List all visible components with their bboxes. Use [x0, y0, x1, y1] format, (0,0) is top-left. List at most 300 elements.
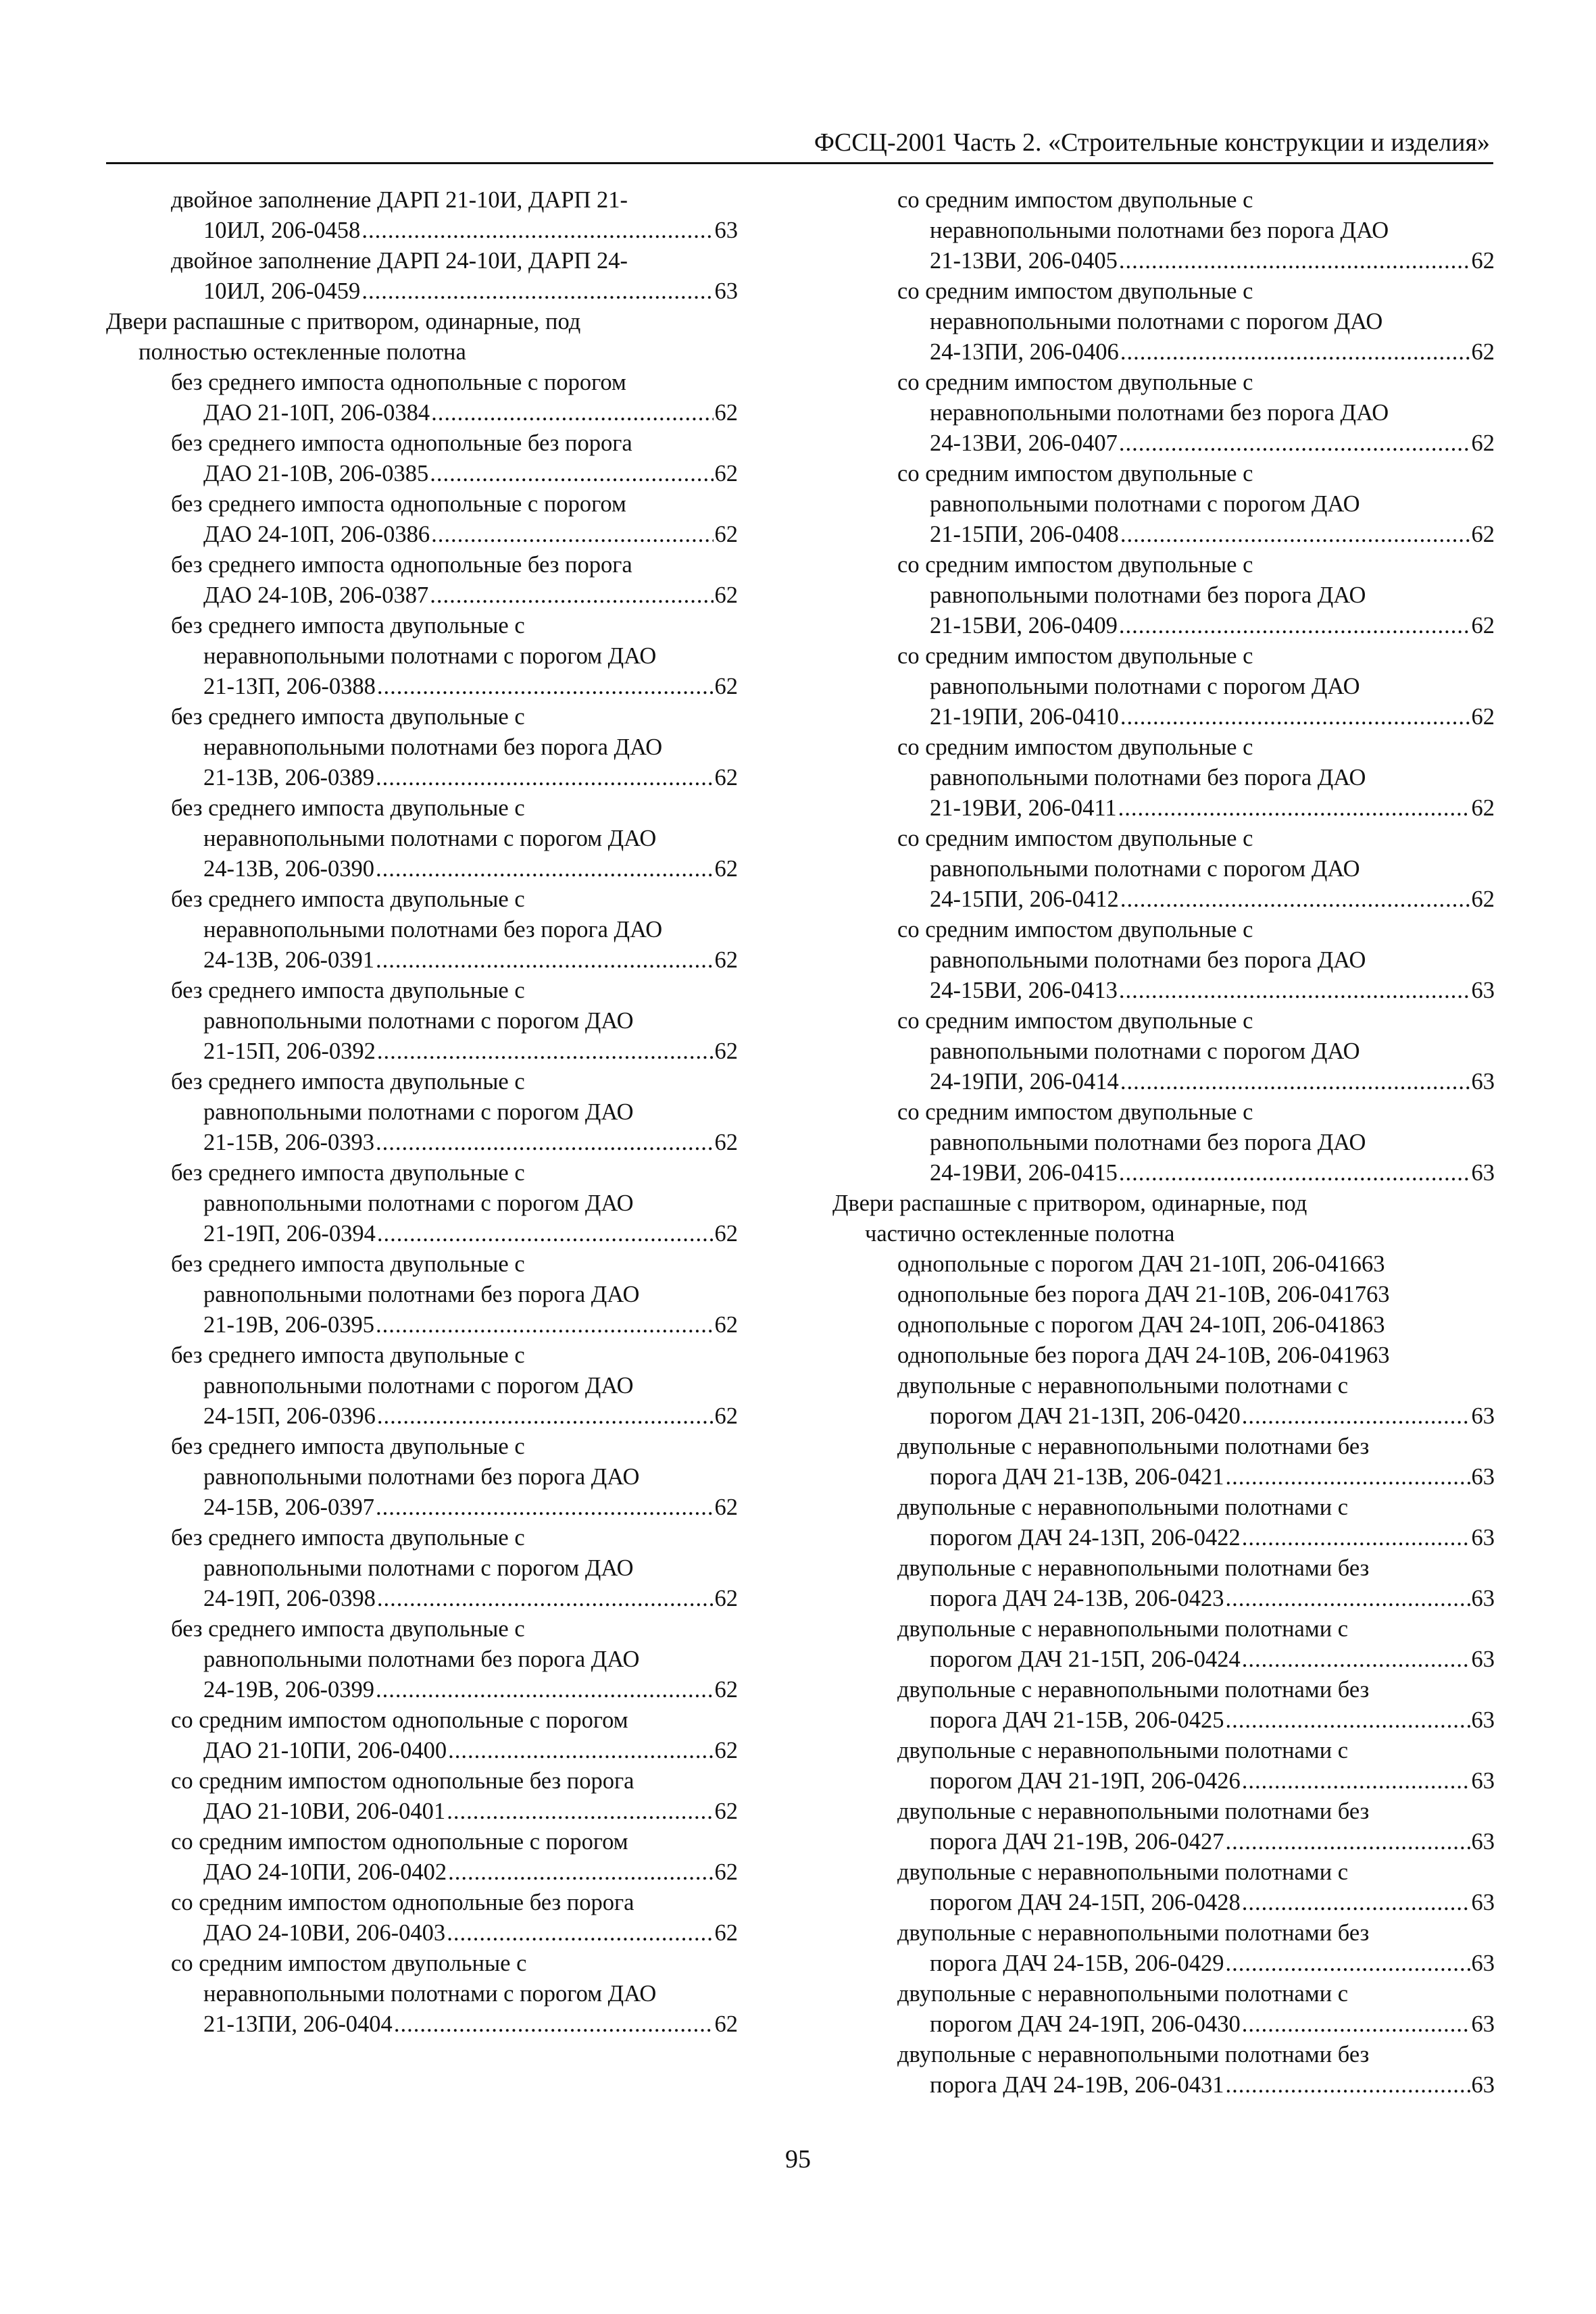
index-entry	[832, 915, 1495, 1006]
dot-leader	[376, 854, 714, 884]
index-page-ref: 62	[714, 1221, 738, 1247]
index-page-ref: 62	[1471, 522, 1495, 547]
index-entry-last-line	[897, 2070, 1495, 2101]
index-heading-line: частично остекленные полотна	[865, 1221, 1175, 1247]
dot-leader	[1119, 428, 1470, 459]
index-entry	[106, 884, 738, 976]
index-entry-line: равнопольными полотнами с порогом ДАО	[930, 856, 1360, 882]
index-entry	[106, 976, 738, 1067]
index-entry-code: 21-15В, 206-0393	[203, 1130, 374, 1155]
index-page-ref: 62	[1471, 795, 1495, 821]
index-entry-line: двупольные с неравнопольными полотнами без	[897, 1677, 1370, 1703]
index-entry-line: двупольные с неравнопольными полотнами без	[897, 2042, 1370, 2067]
dot-leader	[377, 1584, 714, 1614]
index-entry-code: 24-15В, 206-0397	[203, 1494, 374, 1520]
index-page-ref: 63	[1471, 1069, 1495, 1095]
index-entry-last-line	[897, 1523, 1495, 1553]
index-entry-line: равнопольными полотнами без порога ДАО	[203, 1464, 640, 1490]
index-entry-last-line	[897, 428, 1495, 459]
dot-leader	[1120, 884, 1470, 915]
dot-leader	[376, 1492, 714, 1523]
dot-leader	[361, 216, 713, 246]
index-column-right	[832, 185, 1495, 2101]
index-entry-line: двупольные с неравнопольными полотнами без	[897, 1434, 1370, 1459]
index-entry-line: со средним импостом двупольные с	[897, 187, 1253, 213]
dot-leader	[377, 1036, 714, 1067]
index-page-ref: 63	[1471, 978, 1495, 1003]
index-entry-code: порога ДАЧ 21-19В, 206-0427	[930, 1829, 1224, 1855]
index-entry-code: 21-19ПИ, 206-0410	[930, 704, 1119, 730]
index-page-ref: 62	[714, 947, 738, 973]
index-entry-code: порогом ДАЧ 24-19П, 206-0430	[930, 2011, 1241, 2037]
index-entry-last-line	[897, 1644, 1495, 1675]
index-entry-line: двупольные с неравнопольными полотнами без	[897, 1920, 1370, 1946]
index-entry-last-line	[171, 945, 738, 976]
index-entry-last-line	[171, 854, 738, 884]
index-entry	[106, 1614, 738, 1705]
dot-leader	[1242, 2009, 1470, 2040]
index-entry-line: со средним импостом двупольные с	[897, 461, 1253, 486]
index-entry-line: со средним импостом двупольные с	[897, 370, 1253, 395]
index-entry	[106, 550, 738, 611]
index-entry	[832, 824, 1495, 915]
index-entry-line: со средним импостом двупольные с	[897, 826, 1253, 851]
index-page-ref: 63	[1471, 1707, 1495, 1733]
index-entry-line: равнопольными полотнами с порогом ДАО	[930, 491, 1360, 517]
index-page-ref: 62	[1471, 430, 1495, 456]
index-page-ref: 63	[1471, 2011, 1495, 2037]
index-entry-code: 24-13ВИ, 206-0407	[930, 430, 1118, 456]
dot-leader	[431, 398, 713, 428]
index-entry-last-line	[897, 1067, 1495, 1097]
dot-leader	[377, 1401, 714, 1432]
index-entry-line: однопольные без порога ДАЧ 21-10В, 206-041763	[897, 1282, 1390, 1307]
index-entry	[832, 185, 1495, 276]
dot-leader	[1242, 1888, 1470, 1918]
index-entry	[106, 246, 738, 307]
index-entry-last-line	[171, 1036, 738, 1067]
index-entry	[106, 1523, 738, 1614]
index-page-ref: 63	[1471, 1464, 1495, 1490]
index-entry-last-line	[171, 216, 738, 246]
index-entry-line: без среднего импоста однопольные без порога	[171, 552, 632, 578]
dot-leader	[448, 1857, 713, 1888]
index-entry-last-line	[897, 1827, 1495, 1857]
index-page-ref: 62	[714, 1038, 738, 1064]
index-entry	[832, 1979, 1495, 2040]
index-entry	[106, 185, 738, 246]
index-entry-line: без среднего импоста двупольные с	[171, 1434, 525, 1459]
dot-leader	[377, 1219, 714, 1249]
index-entry	[832, 1736, 1495, 1796]
index-entry-last-line	[897, 1948, 1495, 1979]
index-page-ref: 62	[714, 1586, 738, 1611]
index-entry-code: 24-19П, 206-0398	[203, 1586, 376, 1611]
index-entry-line: неравнопольными полотнами без порога ДАО	[930, 400, 1389, 426]
index-page-ref: 63	[1471, 1829, 1495, 1855]
index-entry-code: 21-19П, 206-0394	[203, 1221, 376, 1247]
index-entry-code: 24-15ВИ, 206-0413	[930, 978, 1118, 1003]
index-entry-line: без среднего импоста двупольные с	[171, 1069, 525, 1095]
index-entry	[106, 1158, 738, 1249]
index-entry-last-line	[897, 1888, 1495, 1918]
index-entry	[106, 1766, 738, 1827]
index-page-ref: 62	[1471, 613, 1495, 638]
index-entry-last-line	[897, 1401, 1495, 1432]
index-page-ref: 62	[714, 765, 738, 790]
index-entry-line: однопольные без порога ДАЧ 24-10В, 206-041963	[897, 1342, 1390, 1368]
index-entry-line: неравнопольными полотнами с порогом ДАО	[203, 643, 657, 669]
index-entry-line: неравнопольными полотнами без порога ДАО	[203, 917, 663, 942]
index-entry-code: 24-19В, 206-0399	[203, 1677, 374, 1703]
index-entry-last-line	[897, 884, 1495, 915]
index-entry	[832, 1310, 1495, 1340]
index-entry-code: ДАО 21-10ПИ, 206-0400	[203, 1738, 447, 1763]
index-entry-line: без среднего импоста двупольные с	[171, 1251, 525, 1277]
index-entry-line: равнопольными полотнами без порога ДАО	[930, 947, 1366, 973]
dot-leader	[376, 1128, 714, 1158]
index-page-ref: 62	[714, 856, 738, 882]
dot-leader	[1242, 1401, 1470, 1432]
index-entry	[106, 1827, 738, 1888]
index-entry-line: двупольные с неравнопольными полотнами с	[897, 1494, 1349, 1520]
dot-leader	[1120, 702, 1470, 732]
index-entry-code: 21-19ВИ, 206-0411	[930, 795, 1117, 821]
index-entry-code: 21-13ПИ, 206-0404	[203, 2011, 393, 2037]
dot-leader	[1120, 337, 1470, 368]
index-entry-line: равнопольными полотнами без порога ДАО	[930, 1130, 1366, 1155]
index-entry-line: без среднего импоста двупольные с	[171, 978, 525, 1003]
dot-leader	[376, 1310, 714, 1340]
index-entry-code: ДАО 21-10П, 206-0384	[203, 400, 430, 426]
index-entry-last-line	[171, 1918, 738, 1948]
index-entry-line: равнопольными полотнами с порогом ДАО	[930, 1038, 1360, 1064]
dot-leader	[376, 1675, 714, 1705]
index-entry-line: неравнопольными полотнами с порогом ДАО	[930, 309, 1383, 334]
index-entry-code: порога ДАЧ 21-15В, 206-0425	[930, 1707, 1224, 1733]
index-entry	[832, 1371, 1495, 1432]
index-entry-last-line	[171, 1736, 738, 1766]
index-page-ref: 63	[1471, 1403, 1495, 1429]
index-page-ref: 63	[1471, 1586, 1495, 1611]
index-entry-code: порога ДАЧ 24-13В, 206-0423	[930, 1586, 1224, 1611]
index-page-ref: 62	[714, 461, 738, 486]
dot-leader	[376, 945, 714, 976]
index-entry	[832, 1280, 1495, 1310]
index-entry-last-line	[171, 1219, 738, 1249]
index-entry-last-line	[171, 580, 738, 611]
index-entry-last-line	[897, 246, 1495, 276]
dot-leader	[1119, 246, 1470, 276]
index-entry-code: 10ИЛ, 206-0459	[203, 278, 361, 304]
index-entry-code: 24-13ПИ, 206-0406	[930, 339, 1119, 365]
index-entry-code: 21-15ВИ, 206-0409	[930, 613, 1118, 638]
index-page-ref: 62	[714, 674, 738, 699]
index-entry-line: однопольные с порогом ДАЧ 21-10П, 206-041663	[897, 1251, 1385, 1277]
index-page-ref: 62	[714, 1312, 738, 1338]
index-heading-line: Двери распашные с притвором, одинарные, под	[832, 1190, 1307, 1216]
index-entry	[832, 459, 1495, 550]
index-entry-code: 21-13П, 206-0388	[203, 674, 376, 699]
index-entry-line: со средним импостом двупольные с	[897, 1099, 1253, 1125]
index-entry	[832, 1857, 1495, 1918]
index-entry-last-line	[171, 672, 738, 702]
index-page-ref: 63	[1471, 1951, 1495, 1976]
index-entry-code: ДАО 24-10ПИ, 206-0402	[203, 1859, 447, 1885]
index-page-ref: 62	[714, 1677, 738, 1703]
index-entry-code: порога ДАЧ 21-13В, 206-0421	[930, 1464, 1224, 1490]
index-page-ref: 62	[714, 1799, 738, 1824]
index-page-ref: 62	[1471, 704, 1495, 730]
index-entry-line: равнопольными полотнами с порогом ДАО	[203, 1008, 634, 1034]
index-entry	[832, 732, 1495, 824]
dot-leader	[430, 580, 713, 611]
index-entry-line: со средним импостом двупольные с	[897, 1008, 1253, 1034]
index-page-ref: 63	[1471, 2072, 1495, 2098]
index-entry-code: 24-15ПИ, 206-0412	[930, 886, 1119, 912]
index-entry-line: двупольные с неравнопольными полотнами с	[897, 1738, 1349, 1763]
index-entry-code: порога ДАЧ 24-15В, 206-0429	[930, 1951, 1224, 1976]
index-entry-line: двойное заполнение ДАРП 24-10И, ДАРП 24-	[171, 248, 628, 274]
index-entry	[832, 550, 1495, 641]
index-entry-last-line	[897, 1705, 1495, 1736]
index-entry	[832, 2040, 1495, 2101]
index-entry-last-line	[171, 398, 738, 428]
index-entry-code: ДАО 24-10П, 206-0386	[203, 522, 430, 547]
index-entry	[106, 1067, 738, 1158]
index-entry-last-line	[171, 1584, 738, 1614]
index-entry-last-line	[171, 1492, 738, 1523]
index-page-ref: 62	[714, 1403, 738, 1429]
index-entry-last-line	[171, 1857, 738, 1888]
index-entry-code: порогом ДАЧ 21-15П, 206-0424	[930, 1646, 1241, 1672]
dot-leader	[1119, 1158, 1470, 1188]
index-entry-line: со средним импостом двупольные с	[171, 1951, 527, 1976]
index-entry-last-line	[897, 1462, 1495, 1492]
index-entry-code: порога ДАЧ 24-19В, 206-0431	[930, 2072, 1224, 2098]
index-page-ref: 63	[1471, 1525, 1495, 1551]
index-entry-last-line	[171, 520, 738, 550]
index-entry-code: 24-19ПИ, 206-0414	[930, 1069, 1119, 1095]
index-entry-code: порогом ДАЧ 21-19П, 206-0426	[930, 1768, 1241, 1794]
index-entry-line: двупольные с неравнопольными полотнами без	[897, 1799, 1370, 1824]
dot-leader	[1226, 1705, 1470, 1736]
dot-leader	[448, 1736, 713, 1766]
dot-leader	[1226, 1948, 1470, 1979]
index-entry	[106, 1249, 738, 1340]
index-entry	[106, 611, 738, 702]
index-page-ref: 62	[1471, 886, 1495, 912]
index-entry	[832, 368, 1495, 459]
index-entry-last-line	[897, 2009, 1495, 2040]
index-entry-line: без среднего импоста двупольные с	[171, 1342, 525, 1368]
dot-leader	[394, 2009, 714, 2040]
index-entry-line: без среднего импоста двупольные с	[171, 1525, 525, 1551]
index-entry	[832, 1097, 1495, 1188]
index-entry-line: двупольные с неравнопольными полотнами без	[897, 1555, 1370, 1581]
index-page-ref: 63	[714, 218, 738, 243]
dot-leader	[1242, 1766, 1470, 1796]
index-entry	[832, 641, 1495, 732]
index-entry-line: без среднего импоста двупольные с	[171, 1616, 525, 1642]
index-entry-line: двупольные с неравнопольными полотнами с	[897, 1373, 1349, 1399]
index-page-ref: 62	[714, 1130, 738, 1155]
index-entry-last-line	[897, 1766, 1495, 1796]
index-page-ref: 62	[714, 1494, 738, 1520]
page-number: 95	[785, 2145, 811, 2173]
dot-leader	[1226, 1584, 1470, 1614]
index-heading-line: полностью остекленные полотна	[139, 339, 466, 365]
index-entry-line: равнопольными полотнами без порога ДАО	[203, 1282, 640, 1307]
index-entry-code: ДАО 24-10ВИ, 206-0403	[203, 1920, 446, 1946]
index-entry-code: порогом ДАЧ 24-15П, 206-0428	[930, 1890, 1241, 1915]
dot-leader	[447, 1918, 713, 1948]
dot-leader	[1120, 520, 1470, 550]
running-head: ФССЦ-2001 Часть 2. «Строительные конструкции и изделия»	[814, 128, 1490, 157]
index-entry-last-line	[897, 611, 1495, 641]
index-entry-line: со средним импостом однопольные без порога	[171, 1890, 634, 1915]
index-entry-line: равнопольными полотнами без порога ДАО	[203, 1646, 640, 1672]
index-entry-last-line	[897, 337, 1495, 368]
index-page-ref: 62	[714, 400, 738, 426]
index-heading	[832, 1188, 1495, 1249]
index-page-ref: 63	[1471, 1160, 1495, 1186]
index-heading	[106, 307, 738, 368]
index-entry-last-line	[171, 1310, 738, 1340]
index-entry-line: без среднего импоста двупольные с	[171, 613, 525, 638]
dot-leader	[447, 1796, 713, 1827]
index-entry-code: 21-15ПИ, 206-0408	[930, 522, 1119, 547]
index-entry	[106, 428, 738, 489]
index-entry-last-line	[171, 459, 738, 489]
index-entry-code: 24-13В, 206-0391	[203, 947, 374, 973]
index-entry-last-line	[171, 1796, 738, 1827]
dot-leader	[361, 276, 713, 307]
index-entry-line: равнопольными полотнами с порогом ДАО	[203, 1555, 634, 1581]
index-entry-line: двупольные с неравнопольными полотнами с	[897, 1859, 1349, 1885]
index-entry-line: двупольные с неравнопольными полотнами с	[897, 1981, 1349, 2007]
index-entry-line: со средним импостом двупольные с	[897, 552, 1253, 578]
index-entry	[832, 1614, 1495, 1675]
index-entry	[106, 1948, 738, 2040]
dot-leader	[1118, 793, 1470, 824]
index-entry	[832, 276, 1495, 368]
dot-leader	[1226, 1827, 1470, 1857]
index-entry-line: двупольные с неравнопольными полотнами с	[897, 1616, 1349, 1642]
index-entry-last-line	[171, 276, 738, 307]
index-entry-line: без среднего импоста однопольные с порогом	[171, 370, 626, 395]
index-entry-code: 21-13ВИ, 206-0405	[930, 248, 1118, 274]
index-entry-last-line	[171, 763, 738, 793]
index-entry-line: без среднего импоста двупольные с	[171, 704, 525, 730]
index-entry-last-line	[171, 1128, 738, 1158]
index-entry-last-line	[171, 1401, 738, 1432]
dot-leader	[1242, 1523, 1470, 1553]
index-entry-line: равнопольными полотнами без порога ДАО	[930, 582, 1366, 608]
index-entry-last-line	[897, 793, 1495, 824]
index-entry-line: неравнопольными полотнами с порогом ДАО	[203, 826, 657, 851]
index-page-ref: 62	[714, 522, 738, 547]
index-entry-last-line	[171, 2009, 738, 2040]
index-entry-line: неравнопольными полотнами с порогом ДАО	[203, 1981, 657, 2007]
dot-leader	[431, 520, 713, 550]
index-entry-code: 21-15П, 206-0392	[203, 1038, 376, 1064]
index-page-ref: 62	[714, 1738, 738, 1763]
index-entry-code: порогом ДАЧ 21-13П, 206-0420	[930, 1403, 1241, 1429]
index-page-ref: 62	[1471, 339, 1495, 365]
index-entry	[832, 1553, 1495, 1614]
index-entry-code: ДАО 24-10В, 206-0387	[203, 582, 429, 608]
index-entry-line: без среднего импоста однопольные без порога	[171, 430, 632, 456]
index-entry	[832, 1492, 1495, 1553]
index-entry	[832, 1796, 1495, 1857]
dot-leader	[1120, 1067, 1470, 1097]
index-page-ref: 62	[714, 1920, 738, 1946]
dot-leader	[1226, 1462, 1470, 1492]
index-entry-code: 21-19В, 206-0395	[203, 1312, 374, 1338]
index-page-ref: 62	[714, 1859, 738, 1885]
index-entry	[832, 1249, 1495, 1280]
index-entry	[832, 1432, 1495, 1492]
index-entry-line: без среднего импоста двупольные с	[171, 1160, 525, 1186]
index-entry	[106, 793, 738, 884]
header-rule	[106, 162, 1493, 164]
index-entry-line: равнопольными полотнами с порогом ДАО	[930, 674, 1360, 699]
index-entry	[106, 489, 738, 550]
index-entry-line: со средним импостом однопольные с порогом	[171, 1707, 628, 1733]
index-page-ref: 63	[714, 278, 738, 304]
index-entry-line: со средним импостом однопольные с порогом	[171, 1829, 628, 1855]
index-entry	[832, 1006, 1495, 1097]
index-entry-code: ДАО 21-10В, 206-0385	[203, 461, 429, 486]
index-page-ref: 63	[1471, 1890, 1495, 1915]
index-entry-code: 21-13В, 206-0389	[203, 765, 374, 790]
index-entry-last-line	[897, 1584, 1495, 1614]
index-entry	[832, 1918, 1495, 1979]
index-entry-line: однопольные с порогом ДАЧ 24-10П, 206-041863	[897, 1312, 1385, 1338]
index-page-ref: 62	[714, 582, 738, 608]
index-entry-code: порогом ДАЧ 24-13П, 206-0422	[930, 1525, 1241, 1551]
index-entry-line: равнопольными полотнами с порогом ДАО	[203, 1099, 634, 1125]
index-entry-line: равнопольными полотнами без порога ДАО	[930, 765, 1366, 790]
index-page-ref: 63	[1471, 1768, 1495, 1794]
index-entry-last-line	[897, 520, 1495, 550]
index-page-ref: 63	[1471, 1646, 1495, 1672]
index-entry	[106, 1888, 738, 1948]
index-page-ref: 62	[1471, 248, 1495, 274]
index-entry-code: 24-19ВИ, 206-0415	[930, 1160, 1118, 1186]
index-entry-last-line	[897, 1158, 1495, 1188]
dot-leader	[1119, 976, 1470, 1006]
index-entry-code: 10ИЛ, 206-0458	[203, 218, 361, 243]
index-entry	[106, 1705, 738, 1766]
index-entry-code: 24-15П, 206-0396	[203, 1403, 376, 1429]
index-entry-code: ДАО 21-10ВИ, 206-0401	[203, 1799, 446, 1824]
index-entry	[106, 1432, 738, 1523]
index-entry	[106, 702, 738, 793]
index-entry-last-line	[897, 976, 1495, 1006]
dot-leader	[1226, 2070, 1470, 2101]
dot-leader	[376, 763, 714, 793]
dot-leader	[377, 672, 714, 702]
index-entry-line: со средним импостом двупольные с	[897, 278, 1253, 304]
index-entry-line: равнопольными полотнами с порогом ДАО	[203, 1190, 634, 1216]
index-entry-line: со средним импостом однопольные без порога	[171, 1768, 634, 1794]
index-entry-line: неравнопольными полотнами без порога ДАО	[930, 218, 1389, 243]
dot-leader	[1119, 611, 1470, 641]
dot-leader	[430, 459, 713, 489]
index-entry	[106, 1340, 738, 1432]
